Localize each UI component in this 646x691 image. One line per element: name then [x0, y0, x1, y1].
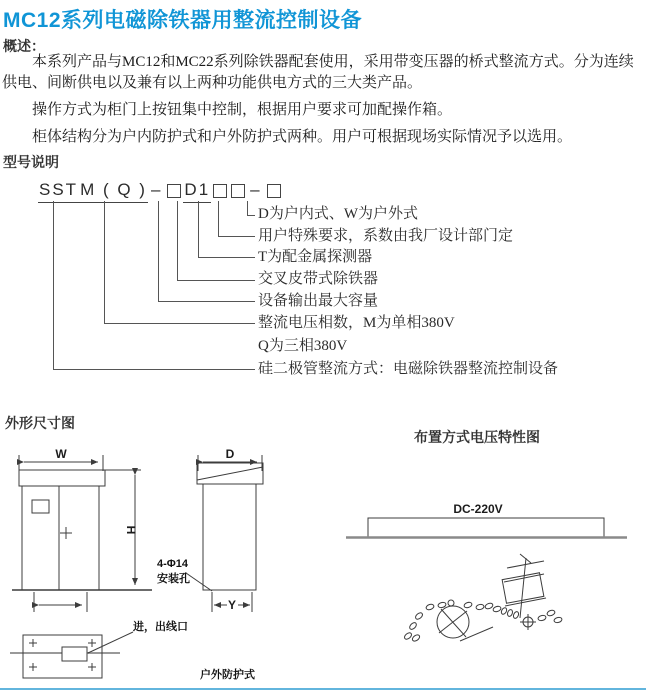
model-spec-label-special: 用户特殊要求，系数由我厂设计部门定: [258, 228, 514, 244]
model-spec-label-capacity: 设备输出最大容量: [258, 293, 379, 309]
model-code-segment-sst: SST: [38, 180, 79, 203]
model-spec-label-indoor-outdoor: D为户内式、W为户外式: [258, 206, 418, 222]
cable-port-label: 进，出线口: [133, 621, 188, 633]
model-code-dash-2: –: [250, 180, 262, 199]
model-connector-line: [53, 201, 255, 370]
height-dimension-label: H: [124, 525, 138, 535]
model-code-box-indoor-outdoor: [267, 184, 281, 198]
section-heading-model: 型号说明: [3, 154, 59, 170]
section-heading-dimensions: 外形尺寸图: [5, 415, 75, 431]
base-width-dimension-label: Y: [227, 598, 237, 612]
model-code-segment-mq: M ( Q ): [79, 180, 148, 203]
section-heading-layout: 布置方式电压特性图: [414, 429, 540, 445]
dimension-drawing: [0, 445, 330, 691]
depth-dimension-label: D: [225, 447, 235, 461]
model-spec-label-crossbelt: 交叉皮带式除铁器: [258, 271, 379, 287]
conveyor-sketch: [403, 554, 562, 642]
model-code-box-capacity: [167, 184, 181, 198]
model-spec-label-threephase: Q为三相380V: [258, 338, 348, 354]
mounting-holes-label-line1: 4-Φ14: [157, 558, 189, 570]
outdoor-type-label: 户外防护式: [200, 669, 255, 681]
model-code: [38, 180, 283, 203]
overview-text: [2, 52, 644, 148]
model-spec-label-phase: 整流电压相数，M为单相380V: [258, 315, 455, 331]
mounting-holes-label-line2: 安装孔: [157, 573, 190, 585]
page-title: MC12系列电磁除铁器用整流控制设备: [3, 9, 363, 32]
layout-drawing: [330, 460, 646, 691]
model-spec-label-detector: T为配金属探测器: [258, 249, 373, 265]
model-code-box-detector: [213, 184, 227, 198]
model-code-dash-1: –: [150, 180, 163, 199]
bottom-rule: [0, 688, 646, 690]
dc-voltage-label: DC-220V: [453, 502, 503, 516]
model-code-segment-d1: D1: [183, 180, 211, 203]
section-heading-overview: 概述：: [3, 38, 45, 54]
overview-paragraph-2: 操作方式为柜门上按钮集中控制，根据用户要求可加配操作箱。: [32, 102, 453, 118]
width-dimension-label: W: [55, 447, 67, 461]
overview-paragraph-3: 柜体结构分为户内防护式和户外防护式两种。用户可根据现场实际情况予以选用。: [32, 129, 573, 145]
model-code-box-special: [231, 184, 245, 198]
model-spec-label-rectifier: 硅二极管整流方式：电磁除铁器整流控制设备: [258, 361, 559, 377]
overview-paragraph-1: 本系列产品与MC12和MC22系列除铁器配套使用，采用带变压器的桥式整流方式。分为连续供电、间断供电以及兼有以上两种功能供电方式的三大类产品。: [2, 54, 634, 91]
